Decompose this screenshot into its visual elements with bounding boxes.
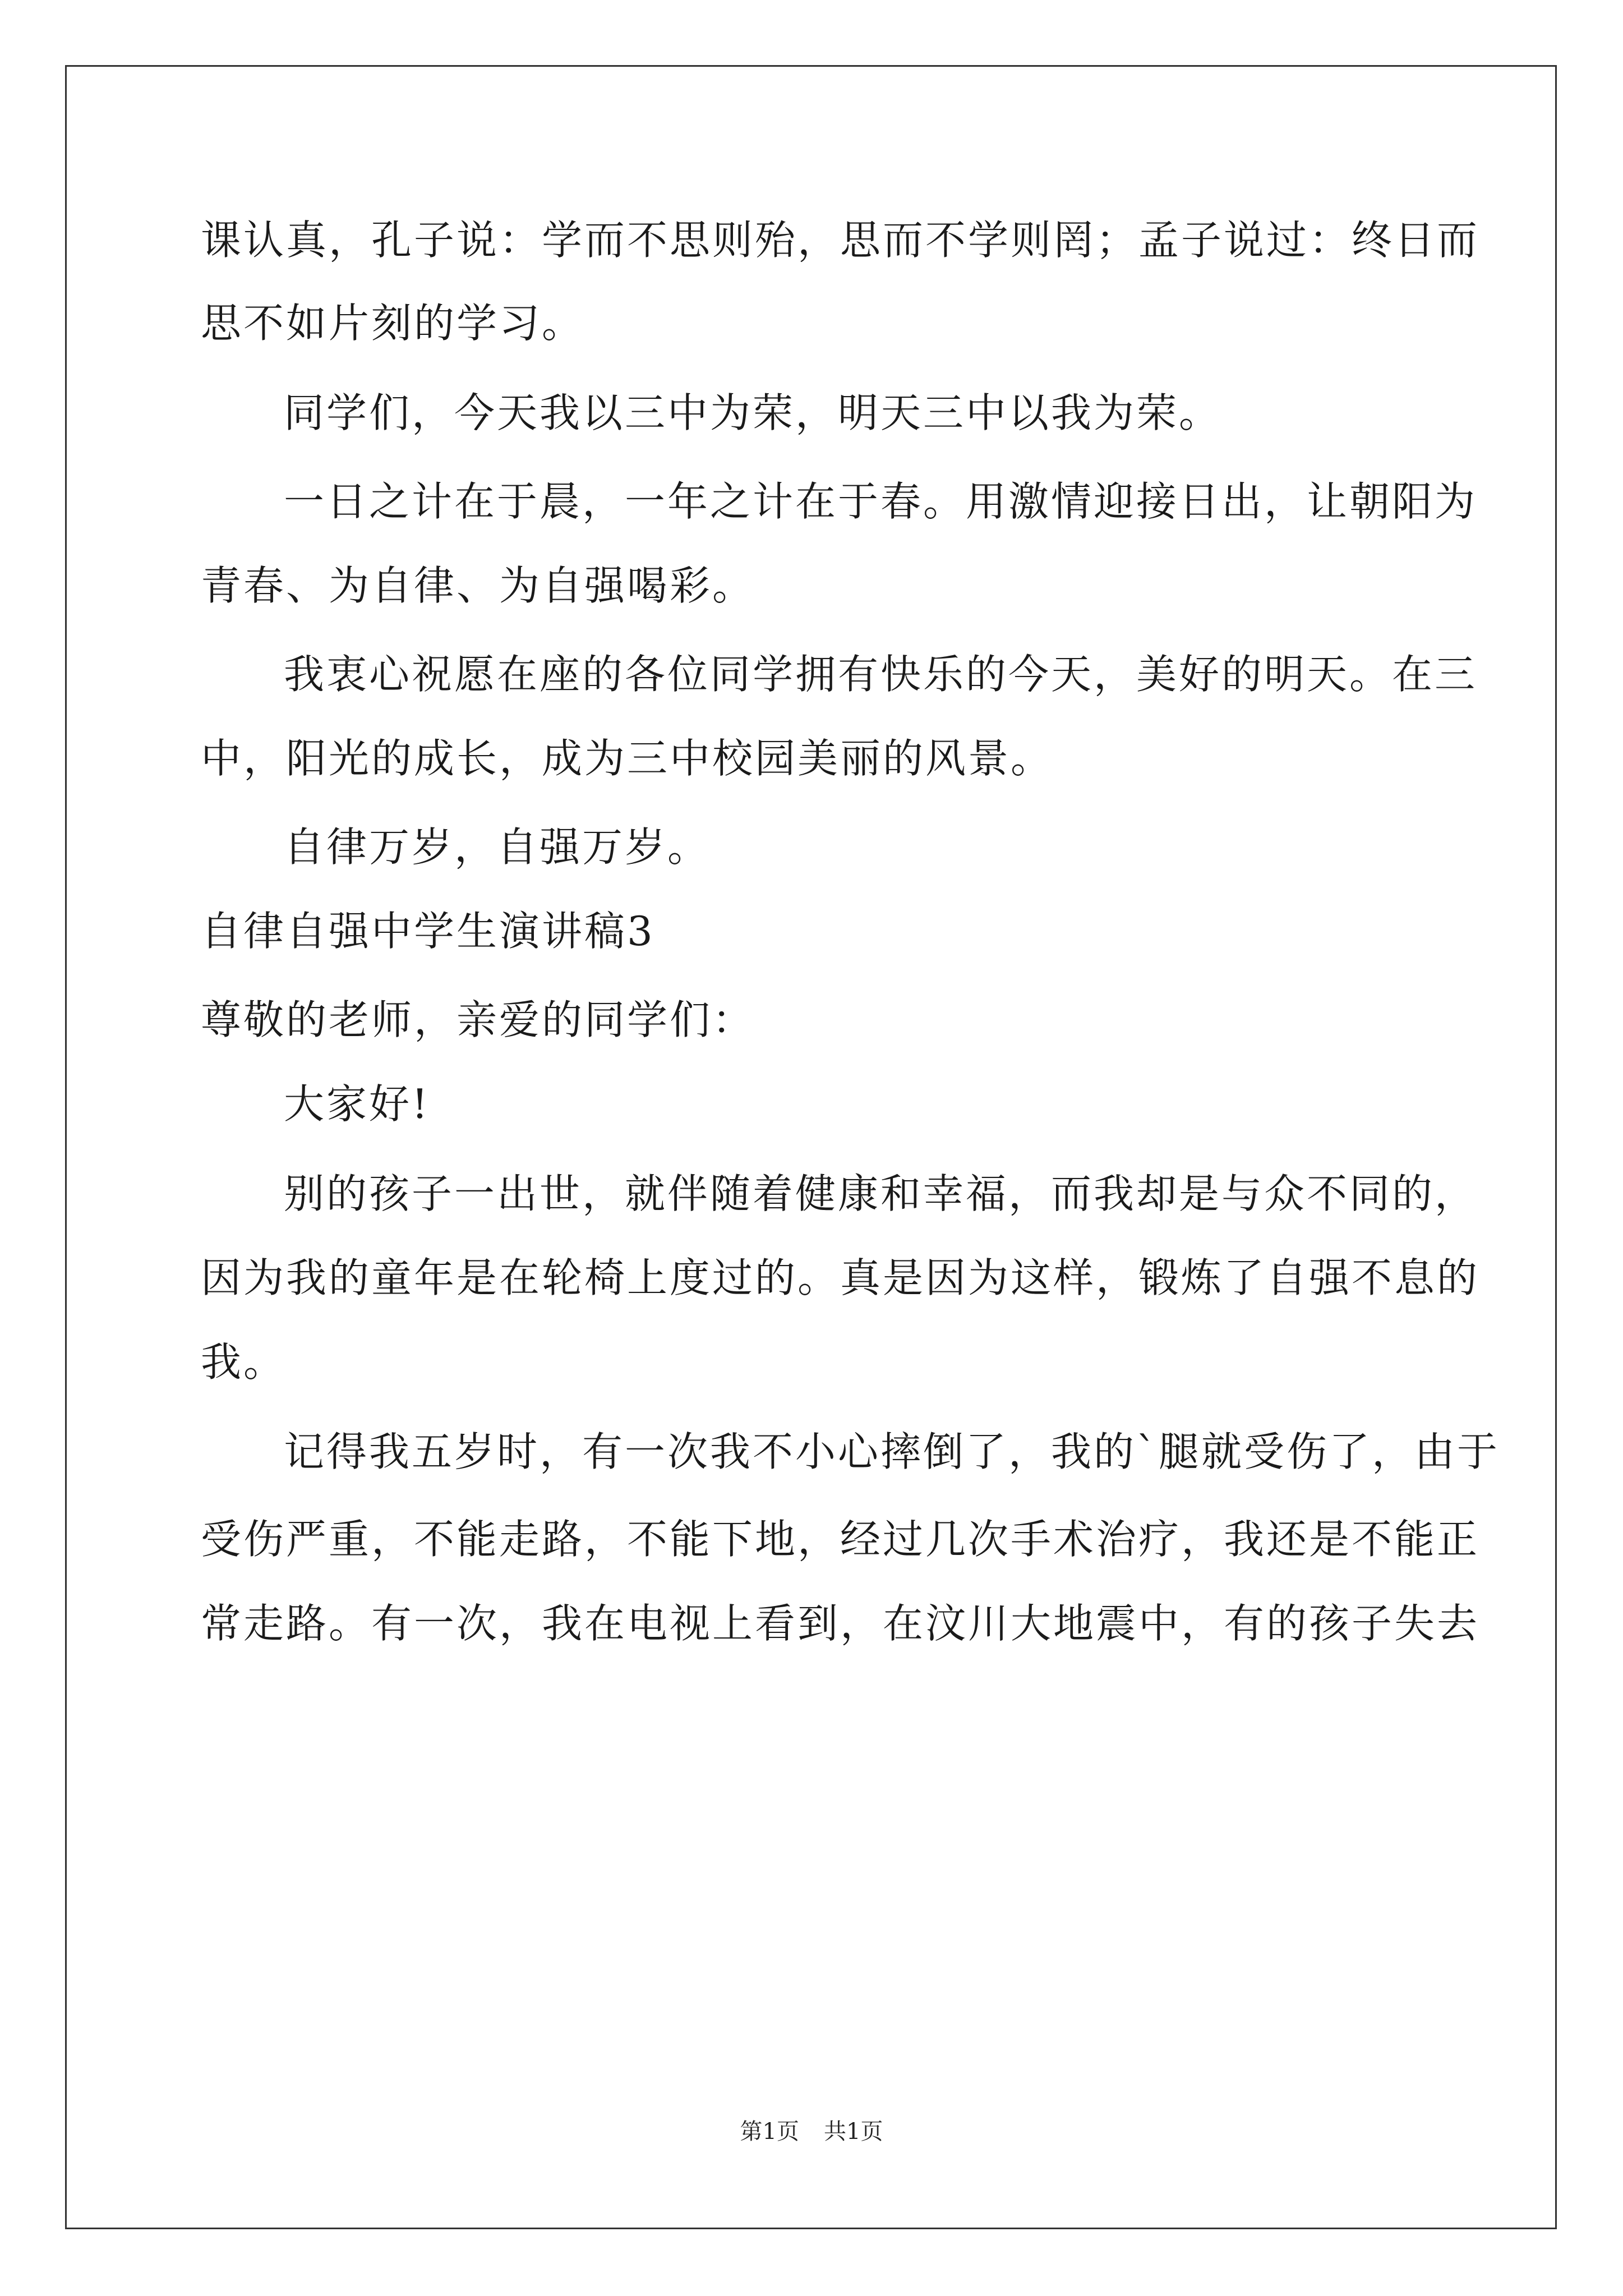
greeting: 大家好! <box>284 1080 430 1128</box>
text-line: 因为我的童年是在轮椅上度过的。真是因为这样，锻炼了自强不息的 <box>201 1254 1480 1301</box>
text-line: 一日之计在于晨，一年之计在于春。用激情迎接日出，让朝阳为 <box>284 478 1478 525</box>
page-footer <box>0 2116 1623 2147</box>
text-line: 同学们，今天我以三中为荣，明天三中以我为荣。 <box>284 389 1222 436</box>
section-heading: 自律自强中学生演讲稿3 <box>201 908 655 955</box>
salutation: 尊敬的老师，亲爱的同学们： <box>201 996 755 1043</box>
text-line: 受伤严重，不能走路，不能下地，经过几次手术治疗，我还是不能正 <box>201 1516 1480 1563</box>
text-line: 自律万岁，自强万岁。 <box>284 823 711 871</box>
text-line: 记得我五岁时，有一次我不小心摔倒了，我的`腿就受伤了，由于 <box>284 1428 1500 1475</box>
text-line: 思不如片刻的学习。 <box>201 300 585 347</box>
text-line: 课认真，孔子说：学而不思则殆，思而不学则罔；孟子说过：终日而 <box>201 217 1480 264</box>
page-number: 第1页 <box>740 2119 799 2145</box>
text-line: 中，阳光的成长，成为三中校园美丽的风景。 <box>201 735 1054 782</box>
text-line: 别的孩子一出世，就伴随着健康和幸福，而我却是与众不同的， <box>284 1170 1478 1217</box>
text-line: 常走路。有一次，我在电视上看到，在汶川大地震中，有的孩子失去 <box>201 1600 1480 1647</box>
text-line: 我。 <box>201 1338 287 1386</box>
text-line: 我衷心祝愿在座的各位同学拥有快乐的今天，美好的明天。在三 <box>284 651 1478 698</box>
text-line: 青春、为自律、为自强喝彩。 <box>201 562 755 609</box>
page-total: 共1页 <box>824 2119 883 2145</box>
